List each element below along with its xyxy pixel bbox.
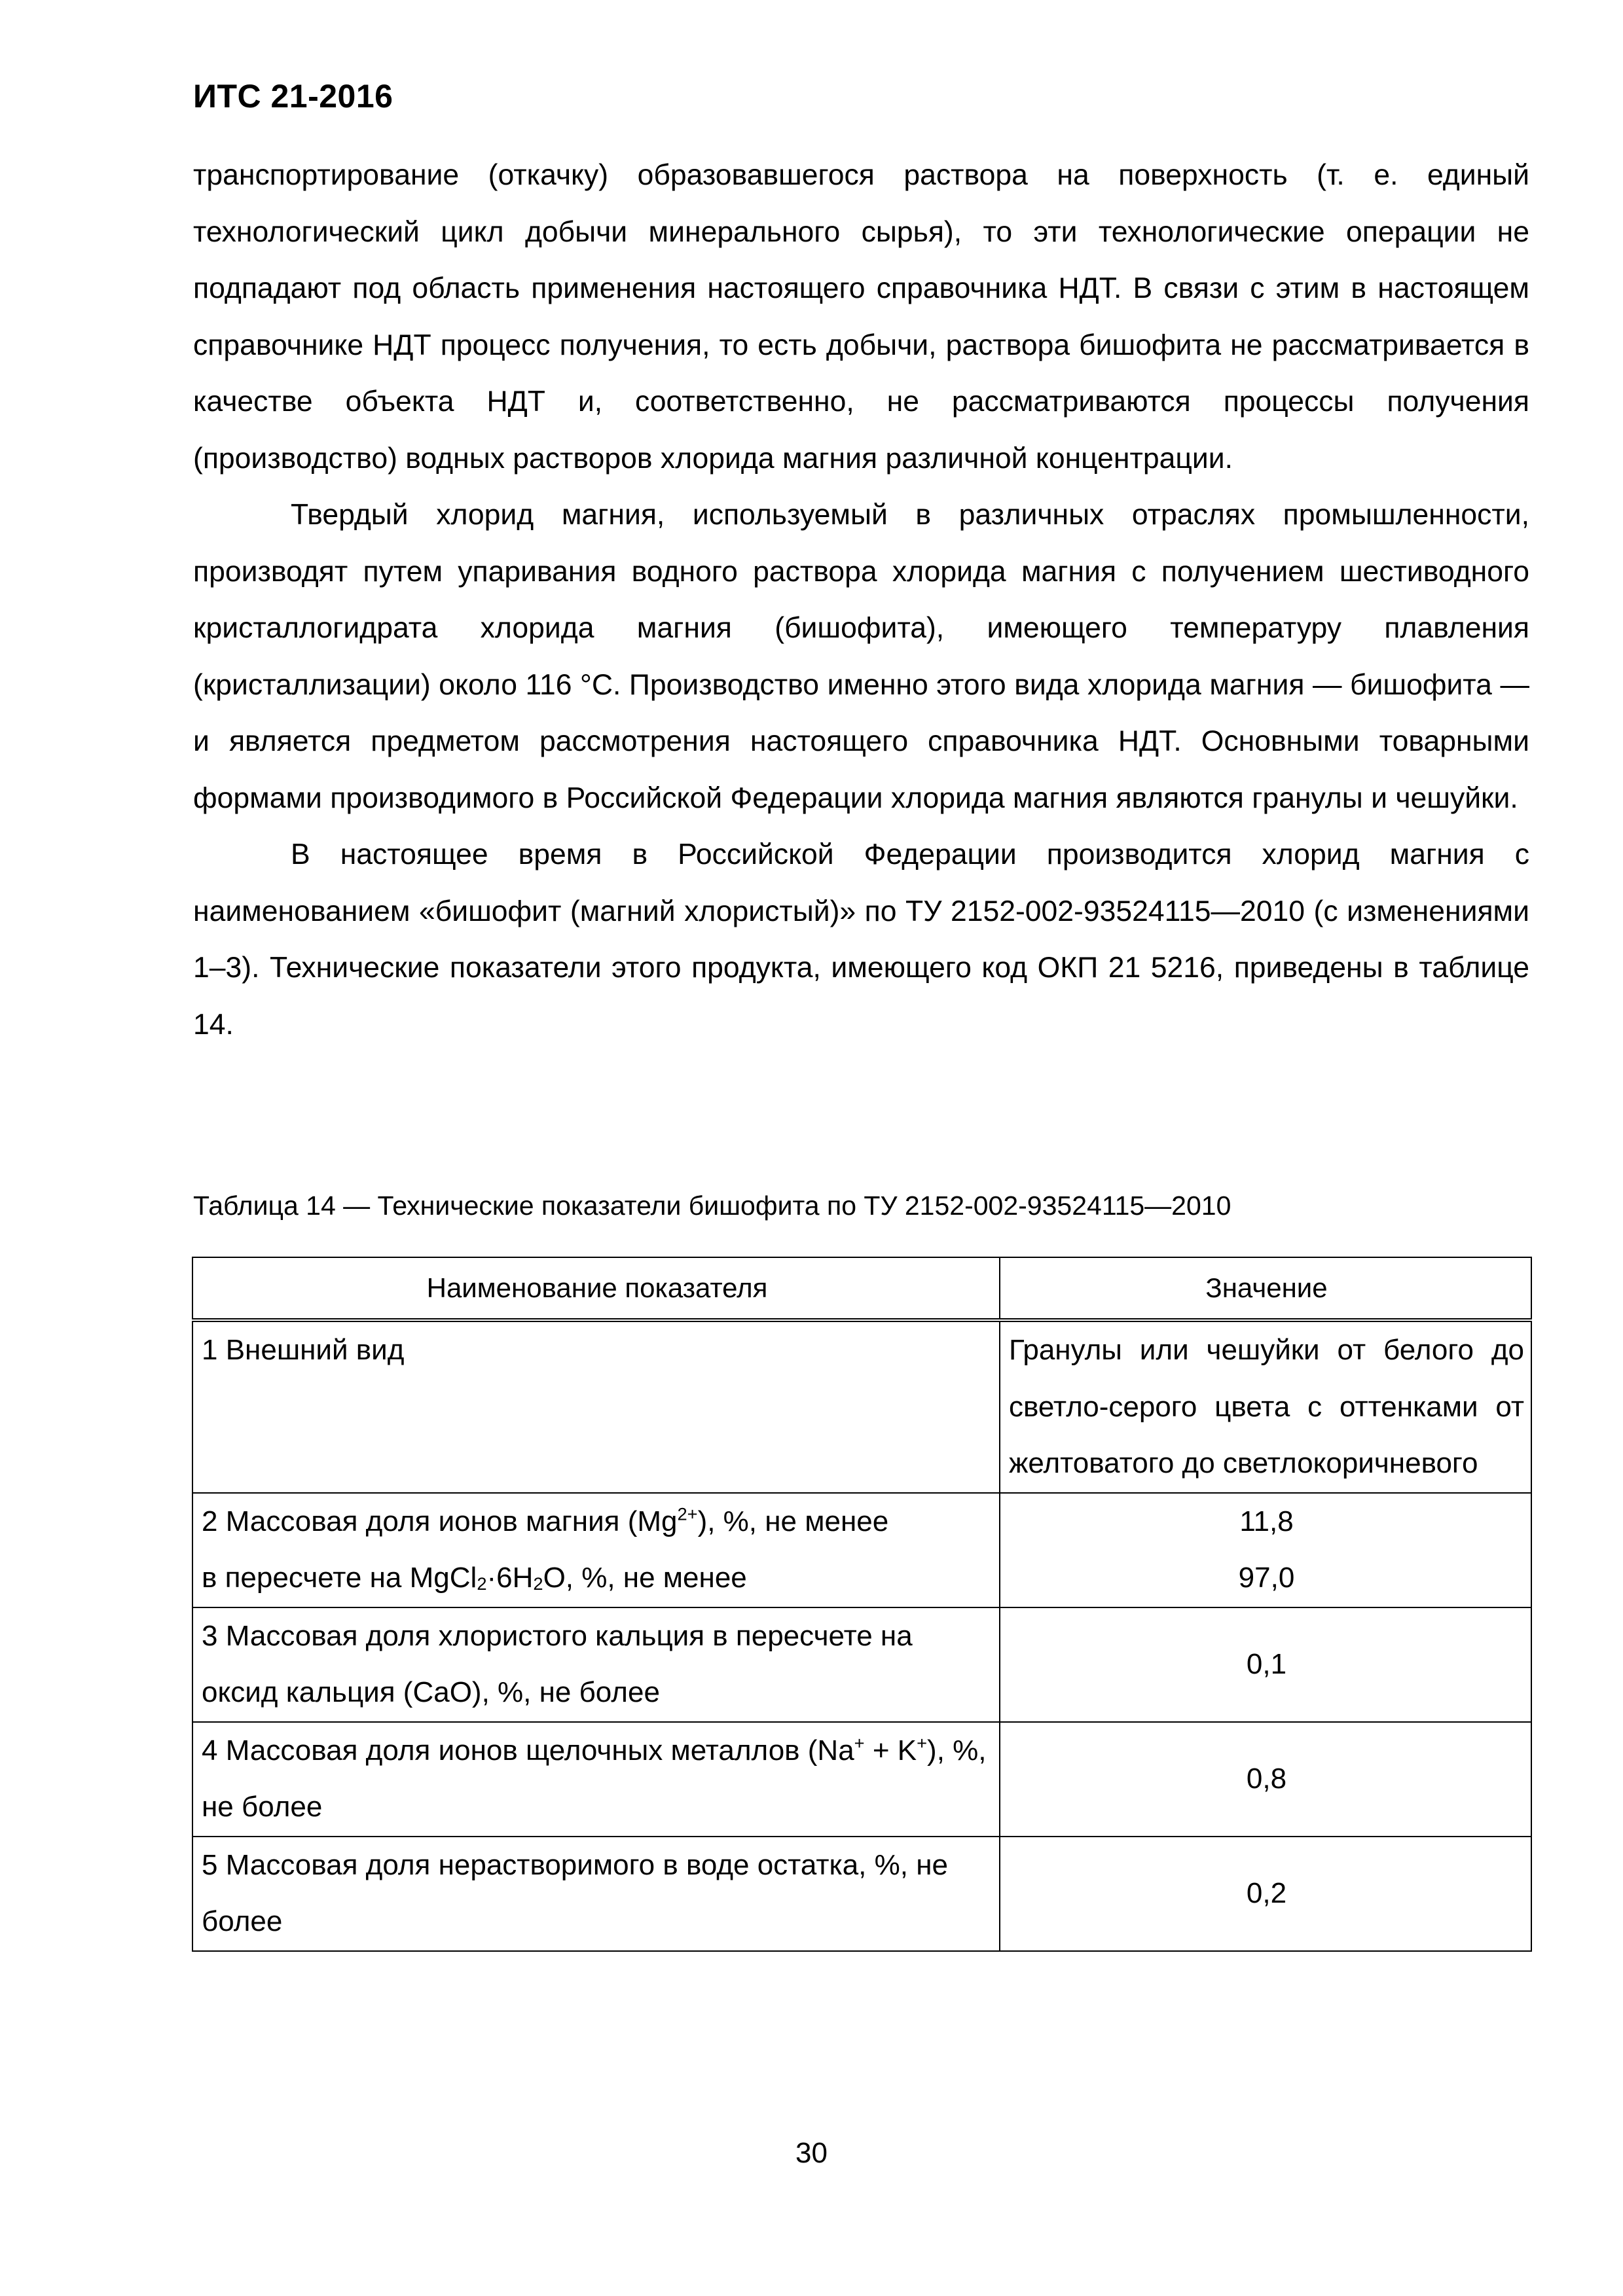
parameters-table — [192, 1257, 1532, 1952]
page-number: 30 — [795, 2137, 828, 2169]
row-2-value — [1000, 1493, 1531, 1607]
paragraph-1: транспортирование (откачку) образовавшегося раствора на поверхность (т. е. единый технологический цикл добычи минерального сырья), то эти технологические операции не подпадают под область применения настоящего справочника НДТ. В связи с этим в настоящем справочнике НДТ процесс получения, то есть добычи, раствора бишофита не рассматривается в качестве объекта НДТ и, соответственно, не рассматриваются процессы получения (производство) водных растворов хлорида магния различной концентрации. — [193, 159, 1529, 475]
row-4-value: 0,8 — [1000, 1722, 1531, 1837]
row-2-value-1: 11,8 — [1239, 1505, 1294, 1537]
row-5-value: 0,2 — [1000, 1837, 1531, 1951]
row-2-value-2: 97,0 — [1238, 1562, 1295, 1594]
row-2-name-line-2: в пересчете на $MgCl_2\cdot 6H_2O$, %, не менее — [202, 1562, 747, 1594]
table-row — [192, 1493, 1531, 1607]
row-4-name: 4 Массовая доля ионов щелочных металлов (Na+ + K+), %, не более — [192, 1722, 1000, 1837]
row-1-name: 1 Внешний вид — [192, 1320, 1000, 1493]
row-3-name: 3 Массовая доля хлористого кальция в пересчете на оксид кальция (CaO), %, не более — [192, 1607, 1000, 1722]
paragraph-3: В настоящее время в Российской Федерации производится хлорид магния с наименованием «бишофит (магний хлористый)» по ТУ 2152-002-93524115—2010 (с изменениями 1–3). Технические показатели этого продукта, имеющего код ОКП 21 5216, приведены в таблице 14. — [193, 838, 1529, 1041]
table-row — [192, 1722, 1531, 1837]
table-row — [192, 1607, 1531, 1722]
header-value: Значение — [1000, 1257, 1531, 1320]
row-2-name — [192, 1493, 1000, 1607]
table-row — [192, 1320, 1531, 1493]
paragraph-2: Твердый хлорид магния, используемый в различных отраслях промышленности, производят путем упаривания водного раствора хлорида магния с получением шестиводного кристаллогидрата хлорида магния (бишофита), имеющего температуру плавления (кристаллизации) около 116 °С. Производство именно этого вида хлорида магния — бишофита — и является предметом рассмотрения настоящего справочника НДТ. Основными товарными формами производимого в Российской Федерации хлорида магния являются гранулы и чешуйки. — [193, 499, 1529, 814]
row-2-name-line-1: 2 Массовая доля ионов магния $(Mg^{2+})$, %, не менее — [202, 1503, 889, 1537]
row-5-name: 5 Массовая доля нерастворимого в воде остатка, %, не более — [192, 1837, 1000, 1951]
table-caption: Таблица 14 — Технические показатели бишофита по ТУ 2152-002-93524115—2010 — [193, 1191, 1231, 1221]
header-parameter-name: Наименование показателя — [192, 1257, 1000, 1320]
table-header-row — [192, 1257, 1531, 1320]
table-row — [192, 1837, 1531, 1951]
row-3-value: 0,1 — [1000, 1607, 1531, 1722]
document-code-header: ИТС 21-2016 — [193, 78, 393, 115]
row-1-value: Гранулы или чешуйки от белого до светло-серого цвета с оттенками от желтоватого до светлокоричневого — [1000, 1320, 1531, 1493]
body-text — [193, 147, 1529, 1053]
